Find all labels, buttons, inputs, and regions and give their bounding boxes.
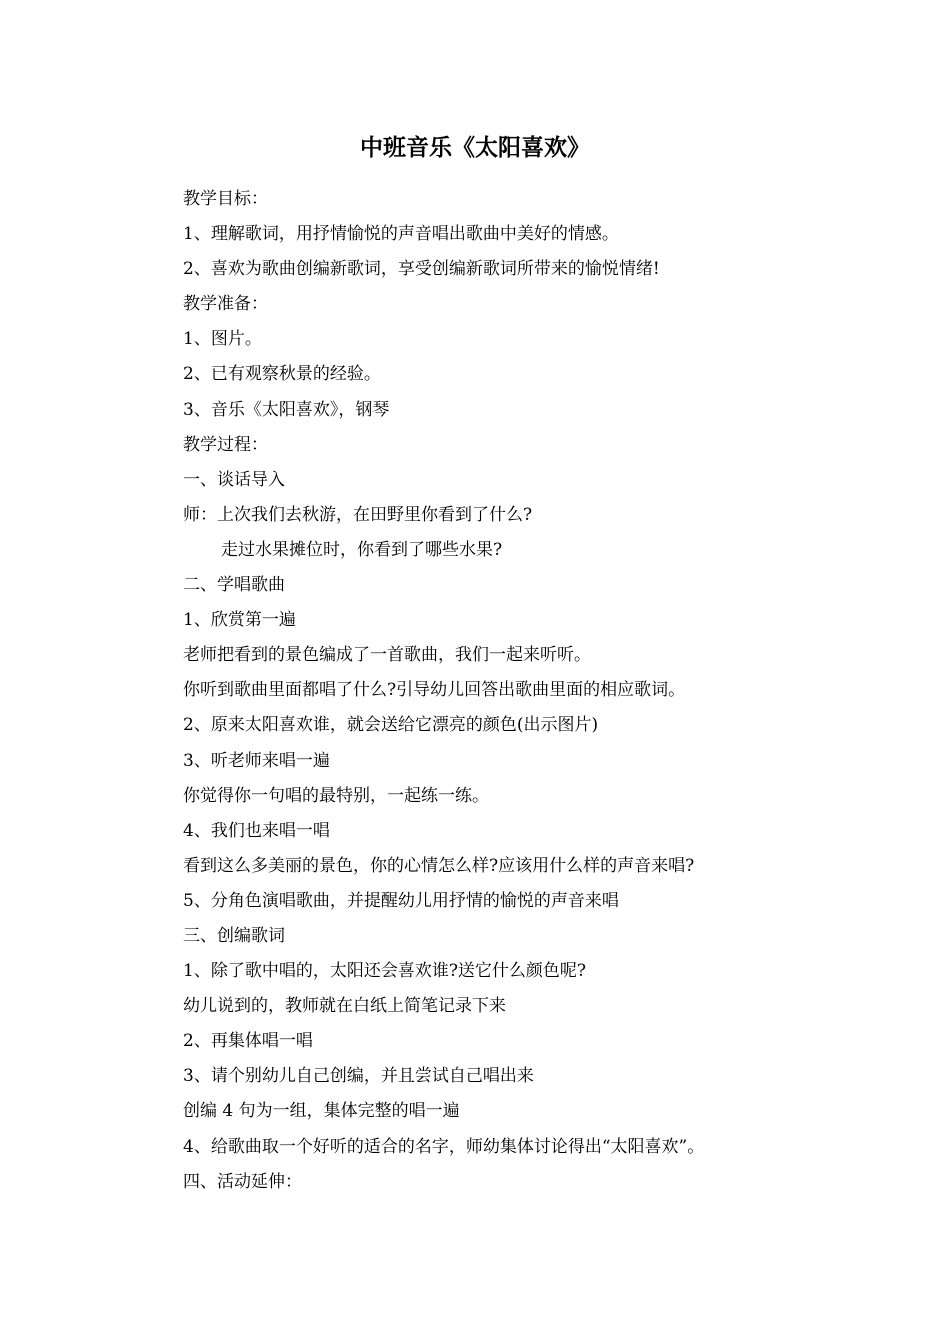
step-item: 1、除了歌中唱的，太阳还会喜欢谁?送它什么颜色呢? [183, 961, 587, 982]
preparation-item-3: 3、音乐《太阳喜欢》，钢琴 [183, 399, 390, 420]
paragraph-line: 幼儿说到的，教师就在白纸上简笔记录下来 [183, 996, 506, 1017]
step-item: 4、我们也来唱一唱 [183, 820, 330, 841]
document-body [183, 182, 883, 1200]
preparation-item-2: 2、已有观察秋景的经验。 [183, 364, 381, 385]
paragraph-line: 你听到歌曲里面都唱了什么?引导幼儿回答出歌曲里面的相应歌词。 [183, 680, 686, 701]
paragraph-line: 老师把看到的景色编成了一首歌曲，我们一起来听听。 [183, 645, 591, 666]
step-item: 3、请个别幼儿自己创编，并且尝试自己唱出来 [183, 1066, 534, 1087]
process-part-1-heading: 一、谈话导入 [183, 469, 285, 490]
step-item: 1、欣赏第一遍 [183, 610, 296, 631]
step-item: 2、再集体唱一唱 [183, 1031, 313, 1052]
paragraph-line: 看到这么多美丽的景色，你的心情怎么样?应该用什么样的声音来唱? [183, 855, 695, 876]
section-heading-process: 教学过程： [183, 434, 268, 455]
objective-item-2: 2、喜欢为歌曲创编新歌词，享受创编新歌词所带来的愉悦情绪! [183, 259, 660, 280]
section-heading-objectives: 教学目标： [183, 189, 268, 209]
step-item: 3、听老师来唱一遍 [183, 750, 330, 771]
document-title: 中班音乐《太阳喜欢》 [360, 134, 590, 161]
step-item: 4、给歌曲取一个好听的适合的名字，师幼集体讨论得出“太阳喜欢”。 [183, 1136, 705, 1157]
step-item: 2、原来太阳喜欢谁，就会送给它漂亮的颜色(出示图片) [183, 715, 599, 736]
process-part-2-heading: 二、学唱歌曲 [183, 575, 285, 596]
objective-item-1: 1、理解歌词，用抒情愉悦的声音唱出歌曲中美好的情感。 [183, 224, 619, 245]
preparation-item-1: 1、图片。 [183, 329, 262, 350]
process-part-4-heading: 四、活动延伸： [183, 1171, 302, 1192]
process-part-3-heading: 三、创编歌词 [183, 925, 285, 946]
paragraph-line: 师：上次我们去秋游，在田野里你看到了什么? [183, 504, 533, 525]
paragraph-line: 创编 4 句为一组，集体完整的唱一遍 [183, 1101, 460, 1122]
step-item: 5、分角色演唱歌曲，并提醒幼儿用抒情的愉悦的声音来唱 [183, 890, 619, 911]
paragraph-line-indented: 走过水果摊位时，你看到了哪些水果? [221, 539, 503, 560]
section-heading-preparation: 教学准备： [183, 294, 268, 315]
paragraph-line: 你觉得你一句唱的最特别，一起练一练。 [183, 785, 489, 806]
